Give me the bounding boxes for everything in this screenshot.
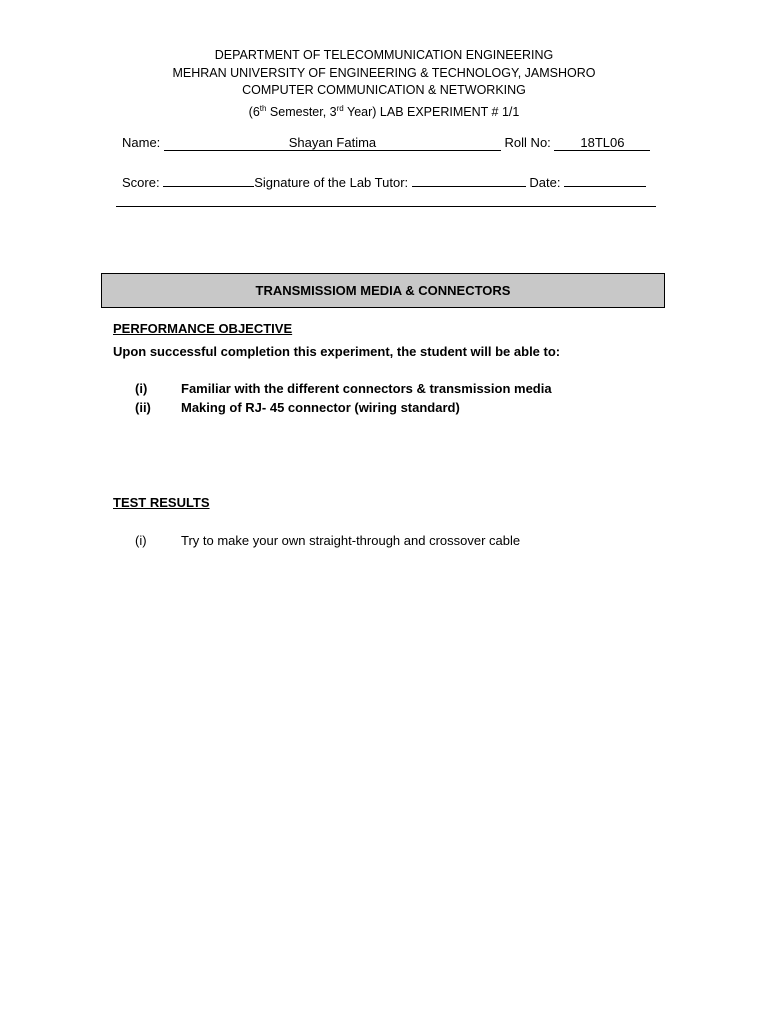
objective-item-text: Familiar with the different connectors & transmission media bbox=[181, 381, 552, 396]
objective-item bbox=[135, 381, 552, 396]
experiment-title: TRANSMISSIOM MEDIA & CONNECTORS bbox=[101, 273, 665, 308]
date-label: Date: bbox=[529, 175, 561, 190]
name-field[interactable]: Shayan Fatima bbox=[164, 136, 501, 151]
signature-field[interactable] bbox=[412, 173, 526, 187]
roll-field[interactable]: 18TL06 bbox=[554, 136, 650, 151]
signature-label: Signature of the Lab Tutor: bbox=[254, 175, 409, 190]
semester-experiment-line: (6th Semester, 3rd Year) LAB EXPERIMENT # 1/1 bbox=[248, 103, 520, 119]
objective-item-text: Making of RJ- 45 connector (wiring standard) bbox=[181, 400, 460, 415]
name-label: Name: bbox=[122, 135, 161, 150]
objective-item-number: (ii) bbox=[135, 400, 151, 415]
test-result-item bbox=[135, 533, 520, 548]
header-divider bbox=[116, 206, 656, 207]
score-signature-date-row bbox=[122, 173, 646, 190]
test-results-heading: TEST RESULTS bbox=[113, 495, 210, 510]
test-result-item-text: Try to make your own straight-through and crossover cable bbox=[181, 533, 521, 548]
objective-intro: Upon successful completion this experiment, the student will be able to: bbox=[113, 344, 561, 359]
objective-item-number: (i) bbox=[135, 381, 148, 396]
performance-objective-heading: PERFORMANCE OBJECTIVE bbox=[113, 321, 293, 336]
department-line: DEPARTMENT OF TELECOMMUNICATION ENGINEERING bbox=[214, 48, 554, 62]
roll-label: Roll No: bbox=[504, 135, 551, 150]
name-roll-row bbox=[122, 135, 650, 151]
test-result-item-number: (i) bbox=[135, 533, 147, 548]
course-line: COMPUTER COMMUNICATION & NETWORKING bbox=[242, 83, 526, 97]
document-header bbox=[0, 47, 768, 121]
date-field[interactable] bbox=[564, 173, 646, 187]
university-line: MEHRAN UNIVERSITY OF ENGINEERING & TECHNOLOGY, JAMSHORO bbox=[172, 65, 596, 80]
score-label: Score: bbox=[122, 175, 160, 190]
objective-item bbox=[135, 400, 460, 415]
score-field[interactable] bbox=[163, 173, 254, 187]
